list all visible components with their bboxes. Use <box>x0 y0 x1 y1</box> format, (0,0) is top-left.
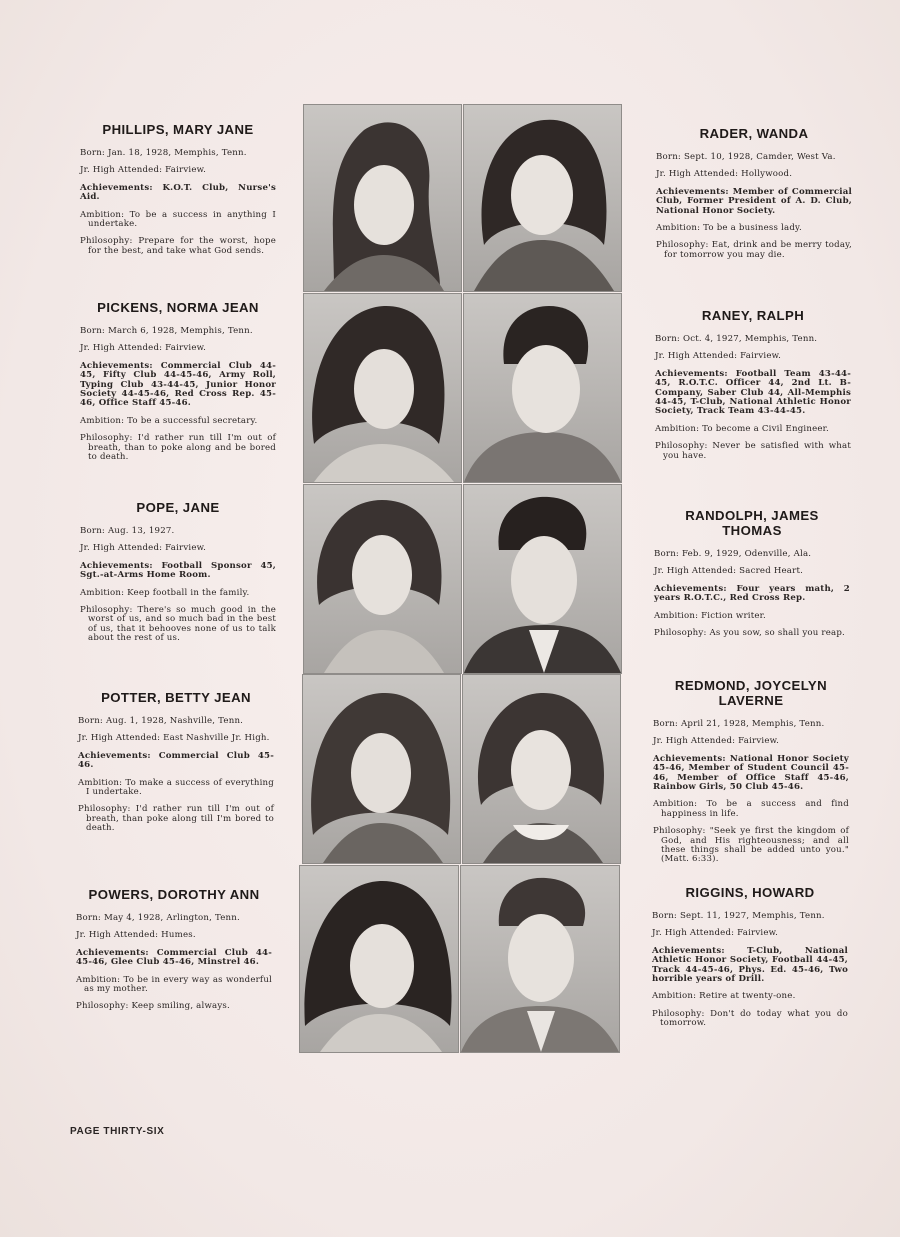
jr-high-line: Jr. High Attended: Fairview. <box>655 351 782 362</box>
born-line: Born: Feb. 9, 1929, Odenville, Ala. <box>654 549 812 559</box>
student-portrait-photo <box>302 674 461 864</box>
born-line: Born: March 6, 1928, Memphis, Tenn. <box>80 326 253 336</box>
achievements-line: Achievements: Commercial Club 44-45, Fifty Club 44-45-46, Army Roll, Typing Club 43-44-45, Junior Honor Society 44-45-46, Red Cross Rep. 45-46, Office Staff 45-46. <box>80 360 276 409</box>
jr-high-line: Jr. High Attended: Fairview. <box>653 736 780 747</box>
student-name: POPE, JANE <box>136 500 220 515</box>
student-name: POWERS, DOROTHY ANN <box>88 887 260 902</box>
student-entry <box>80 500 276 652</box>
born-line: Born: Sept. 10, 1928, Camder, West Va. <box>656 152 836 162</box>
born-line: Born: Aug. 13, 1927. <box>80 526 175 536</box>
student-portrait-photo <box>463 104 622 292</box>
achievements-line: Achievements: Four years math, 2 years R.O.T.C., Red Cross Rep. <box>654 583 850 604</box>
student-entry <box>80 300 276 470</box>
ambition-line: Ambition: To become a Civil Engineer. <box>655 423 829 434</box>
student-portrait-photo <box>462 674 621 864</box>
philosophy-line: Philosophy: There's so much good in the worst of us, and so much bad in the best of us, that it behooves none of us to talk about the rest of us. <box>80 605 276 644</box>
student-entry <box>78 690 274 842</box>
student-name: RADER, WANDA <box>699 126 809 141</box>
student-portrait-photo <box>299 865 459 1053</box>
achievements-line: Achievements: Member of Commercial Club, Former President of A. D. Club, National Honor Society. <box>656 186 852 216</box>
page-number: PAGE THIRTY-SIX <box>70 1126 165 1137</box>
achievements-line: Achievements: National Honor Society 45-46, Member of Student Council 45-46, Member of Office Staff 45-46, Rainbow Girls, 50 Club 45-46. <box>653 753 849 793</box>
student-portrait-photo <box>303 104 462 292</box>
student-name: PICKENS, NORMA JEAN <box>97 300 259 315</box>
jr-high-line: Jr. High Attended: Fairview. <box>652 928 779 939</box>
ambition-line: Ambition: To be a business lady. <box>656 223 802 234</box>
student-entry <box>80 122 276 264</box>
ambition-line: Ambition: Retire at twenty-one. <box>652 991 796 1002</box>
student-name: RANEY, RALPH <box>701 308 805 323</box>
student-name: PHILLIPS, MARY JANE <box>102 122 254 137</box>
philosophy-line: Philosophy: Never be satisfied with what you have. <box>655 441 851 461</box>
student-entry <box>654 508 850 646</box>
philosophy-line: Philosophy: As you sow, so shall you reap. <box>654 628 845 639</box>
philosophy-line: Philosophy: Keep smiling, always. <box>76 1001 230 1012</box>
student-portrait-photo <box>463 293 622 483</box>
student-entry <box>652 885 848 1037</box>
born-line: Born: Oct. 4, 1927, Memphis, Tenn. <box>655 334 818 344</box>
jr-high-line: Jr. High Attended: Sacred Heart. <box>654 566 804 577</box>
student-entry <box>655 308 851 469</box>
ambition-line: Ambition: To be in every way as wonderful as my mother. <box>76 974 272 995</box>
student-portrait-photo <box>303 293 462 483</box>
born-line: Born: April 21, 1928, Memphis, Tenn. <box>653 719 825 729</box>
jr-high-line: Jr. High Attended: Fairview. <box>80 165 207 176</box>
student-entry <box>76 887 272 1020</box>
student-name: RANDOLPH, JAMES THOMAS <box>685 508 819 538</box>
achievements-line: Achievements: Football Team 43-44-45, R.O.T.C. Officer 44, 2nd Lt. B-Company, Saber Club 44, All-Memphis 44-45, T-Club, National Athletic Honor Society, Track Team 43-44-45. <box>655 368 851 417</box>
ambition-line: Ambition: Keep football in the family. <box>80 587 250 598</box>
student-portrait-photo <box>303 484 462 674</box>
achievements-line: Achievements: K.O.T. Club, Nurse's Aid. <box>80 182 276 203</box>
student-entry <box>656 126 852 268</box>
student-name: RIGGINS, HOWARD <box>685 885 815 900</box>
philosophy-line: Philosophy: Prepare for the worst, hope for the best, and take what God sends. <box>80 236 276 256</box>
jr-high-line: Jr. High Attended: Hollywood. <box>656 169 793 180</box>
achievements-line: Achievements: Commercial Club 44-45-46, Glee Club 45-46, Minstrel 46. <box>76 947 272 968</box>
student-entry <box>653 678 849 873</box>
born-line: Born: Sept. 11, 1927, Memphis, Tenn. <box>652 911 825 921</box>
achievements-line: Achievements: Commercial Club 45-46. <box>78 750 274 771</box>
ambition-line: Ambition: To be a successful secretary. <box>80 415 258 426</box>
student-name: REDMOND, JOYCELYN LAVERNE <box>674 678 828 708</box>
ambition-line: Ambition: Fiction writer. <box>654 610 766 621</box>
philosophy-line: Philosophy: Eat, drink and be merry today, for tomorrow you may die. <box>656 240 852 260</box>
ambition-line: Ambition: To make a success of everything I undertake. <box>78 777 274 798</box>
jr-high-line: Jr. High Attended: Humes. <box>76 930 196 941</box>
philosophy-line: Philosophy: I'd rather run till I'm out of breath, than poke along till I'm bored to death. <box>78 804 274 834</box>
jr-high-line: Jr. High Attended: Fairview. <box>80 343 207 354</box>
achievements-line: Achievements: T-Club, National Athletic Honor Society, Football 44-45, Track 44-45-46, Phys. Ed. 45-46, Two horrible years of Drill. <box>652 945 848 985</box>
student-portrait-photo <box>463 484 622 674</box>
philosophy-line: Philosophy: "Seek ye first the kingdom of God, and His righteousness; and all these things shall be added unto you." (Matt. 6:33). <box>653 826 849 865</box>
student-name: POTTER, BETTY JEAN <box>101 690 251 705</box>
student-portrait-photo <box>460 865 620 1053</box>
ambition-line: Ambition: To be a success and find happiness in life. <box>653 799 849 819</box>
born-line: Born: May 4, 1928, Arlington, Tenn. <box>76 913 240 923</box>
ambition-line: Ambition: To be a success in anything I undertake. <box>80 209 276 230</box>
achievements-line: Achievements: Football Sponsor 45, Sgt.-at-Arms Home Room. <box>80 560 276 581</box>
jr-high-line: Jr. High Attended: East Nashville Jr. High. <box>78 733 270 744</box>
philosophy-line: Philosophy: Don't do today what you do tomorrow. <box>652 1008 848 1029</box>
born-line: Born: Jan. 18, 1928, Memphis, Tenn. <box>80 148 247 158</box>
born-line: Born: Aug. 1, 1928, Nashville, Tenn. <box>78 716 244 726</box>
jr-high-line: Jr. High Attended: Fairview. <box>80 543 207 554</box>
philosophy-line: Philosophy: I'd rather run till I'm out of breath, than to poke along and be bored to death. <box>80 433 276 463</box>
